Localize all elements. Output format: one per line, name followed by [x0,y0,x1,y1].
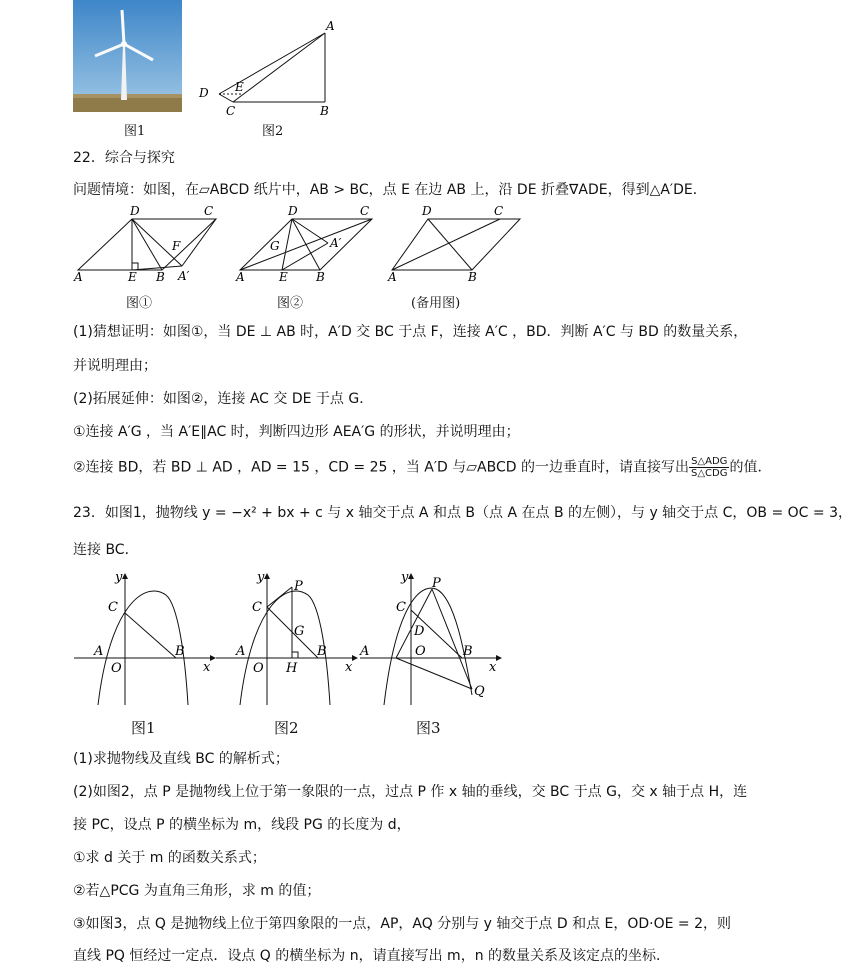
q22-part2-ii-prefix: ②连接 BD，若 BD ⊥ AD ，AD = 15 ，CD = 25 ，当 A′D 与▱ABCD 的一边垂直时，请直接写出 [73,459,689,476]
svg-text:F: F [172,239,181,253]
q22-part2-ii [73,456,771,479]
q23-line2: 连接 BC． [73,542,139,558]
svg-text:O: O [111,661,122,676]
q22-backup-caption: (备用图) [411,296,461,311]
q22-part2-i: ①连接 A′G ，当 A′E∥AC 时，判断四边形 AEA′G 的形状，并说明理由； [73,424,520,440]
svg-text:x: x [489,660,497,675]
svg-text:G: G [294,624,305,639]
top-fig2-caption: 图2 [262,124,284,139]
svg-text:x: x [203,660,211,675]
svg-text:D: D [288,204,298,218]
q23-figure-1 [74,570,216,705]
area-ratio-fraction [689,456,729,479]
svg-text:H: H [286,661,298,676]
svg-text:C: C [204,204,214,218]
q22-part2: (2)拓展延伸：如图②，连接 AC 交 DE 于点 G． [73,391,374,407]
svg-text:B: B [316,270,325,284]
svg-text:y: y [401,570,409,585]
svg-text:E: E [128,270,137,284]
svg-text:C: C [252,600,262,615]
svg-text:y: y [115,570,123,585]
svg-text:C: C [396,600,406,615]
q23-line1: 23．如图1，抛物线 y = −x² + bx + c 与 x 轴交于点 A 和点 B（点 A 在点 B 的左侧），与 y 轴交于点 C，OB = OC = 3， [73,505,852,521]
q22-fig1-caption: 图① [126,296,153,311]
svg-text:G: G [270,239,280,253]
svg-text:A′: A′ [178,269,190,283]
fig2-label-b: B [320,104,329,118]
svg-text:B: B [463,644,473,659]
top-fig1-caption: 图1 [124,124,146,139]
fig2-label-d: D [199,86,209,100]
q22-part1-line1: (1)猜想证明：如图①，当 DE ⊥ AB 时，A′D 交 BC 于点 F，连接 A′C ，BD．判断 A′C 与 BD 的数量关系， [73,324,748,340]
fraction-numerator: S△ADG [689,456,729,468]
fig2-label-a: A [326,19,335,33]
svg-text:D: D [130,204,140,218]
q22-figure-backup [387,204,520,284]
svg-text:Q: Q [474,684,485,699]
svg-text:A: A [360,644,370,659]
fraction-denominator: S△CDG [690,468,728,479]
q23-figure-2 [216,570,358,705]
q22-figure-2 [235,204,372,284]
wind-turbine-photo [73,0,182,112]
svg-text:B: B [156,270,165,284]
svg-text:B: B [317,644,327,659]
svg-text:A: A [94,644,104,659]
q22-part1-line2: 并说明理由； [73,358,157,374]
svg-text:E: E [279,270,288,284]
svg-text:D: D [414,624,425,639]
top-fig2-diagram [195,18,345,118]
q23-part2-i: ①求 d 关于 m 的函数关系式； [73,850,266,866]
svg-text:C: C [494,204,504,218]
svg-text:C: C [360,204,370,218]
q22-title: 22．综合与探究 [73,150,175,166]
svg-text:B: B [175,644,185,659]
q23-figure-3 [359,570,502,705]
svg-text:O: O [415,644,426,659]
q23-part2-ii: ②若△PCG 为直角三角形，求 m 的值； [73,883,321,899]
q23-part1: (1)求抛物线及直线 BC 的解析式； [73,751,289,767]
svg-text:D: D [422,204,432,218]
fig2-label-c: C [226,104,236,118]
svg-text:C: C [108,600,118,615]
q23-part2-iii-line1: ③如图3，点 Q 是抛物线上位于第四象限的一点，AP，AQ 分别与 y 轴交于点 D 和点 E，OD·OE = 2，则 [73,916,732,932]
q23-fig1-caption: 图1 [131,719,156,737]
svg-text:P: P [294,579,303,594]
svg-text:A: A [388,270,397,284]
q22-fig2-caption: 图② [277,296,304,311]
svg-text:x: x [345,660,353,675]
svg-text:A: A [74,270,83,284]
svg-text:A: A [236,644,246,659]
fig2-label-e: E [235,80,244,94]
svg-text:A: A [236,270,245,284]
q22-part2-ii-suffix: 的值． [729,459,772,476]
q23-part2-iii-line2: 直线 PQ 恒经过一定点．设点 Q 的横坐标为 n，请直接写出 m，n 的数量关系及该定点的坐标． [73,948,671,964]
q23-figures [70,565,515,725]
q22-figures [70,205,520,295]
q23-part2-line1: (2)如图2，点 P 是抛物线上位于第一象限的一点，过点 P 作 x 轴的垂线，交 BC 于点 G，交 x 轴于点 H，连 [73,784,748,800]
svg-text:A′: A′ [330,236,342,250]
q22-context: 问题情境：如图，在▱ABCD 纸片中，AB > BC，点 E 在边 AB 上，沿 DE 折叠∇ADE，得到△A′DE． [73,182,707,198]
q23-fig2-caption: 图2 [274,719,299,737]
svg-text:P: P [432,576,441,591]
svg-text:O: O [253,661,264,676]
q23-fig3-caption: 图3 [416,719,441,737]
q22-figure-1 [73,204,216,284]
svg-text:y: y [257,570,265,585]
q23-part2-line2: 接 PC，设点 P 的横坐标为 m，线段 PG 的长度为 d， [73,817,411,833]
svg-text:B: B [468,270,477,284]
